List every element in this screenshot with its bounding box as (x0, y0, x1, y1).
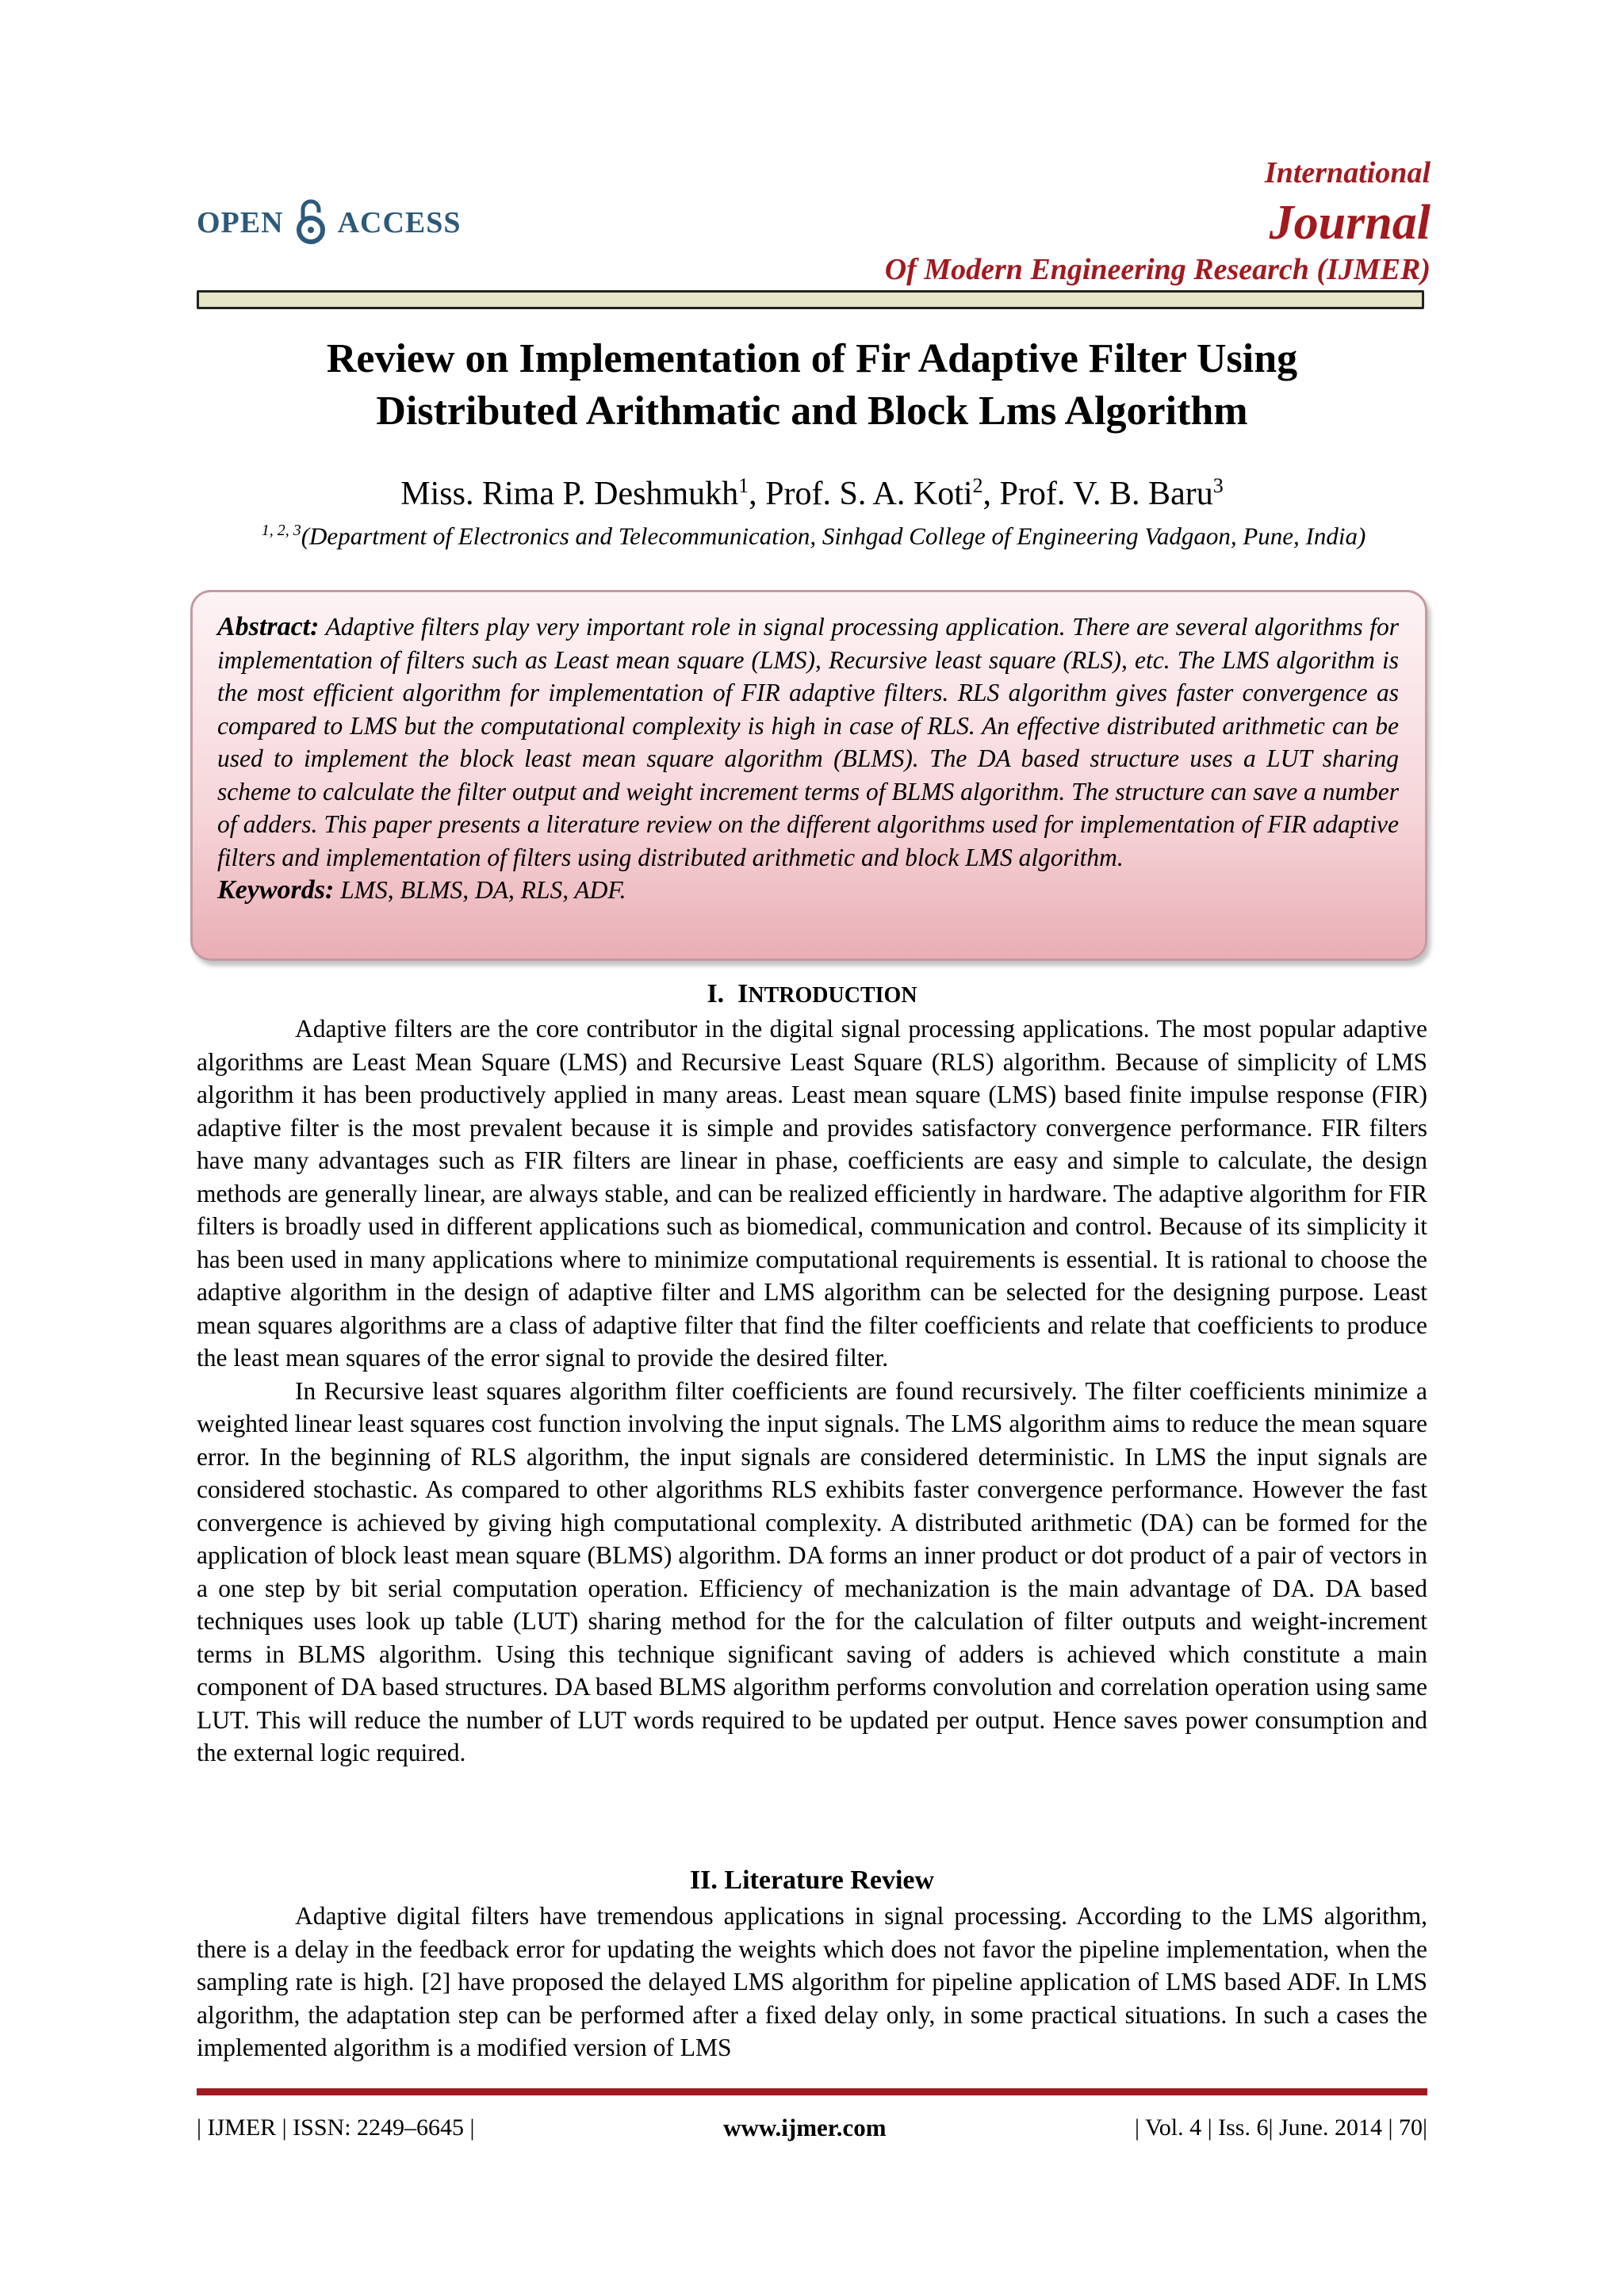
open-access-text-left: OPEN (197, 206, 284, 239)
abstract (217, 610, 1399, 907)
paper-title-line1: Review on Implementation of Fir Adaptive Filter Using (326, 336, 1298, 381)
affiliation (219, 514, 1408, 553)
keywords-label: Keywords: (217, 875, 335, 905)
author-2: , Prof. S. A. Koti (749, 476, 973, 512)
footer-rule (197, 2088, 1427, 2095)
author-2-sup: 2 (972, 474, 983, 497)
section-1-body (197, 1012, 1427, 1770)
open-access-logo (197, 195, 462, 251)
section-1-paragraph-1: Adaptive filters are the core contributor in the digital signal processing applications. The most popular adaptive algorithms are Least Mean Square (LMS) and Recursive Least Square (RLS) algorithm. Because of simplicity of LMS algorithm it has been productively applied in many areas. Least mean square (LMS) based finite impulse response (FIR) adaptive filter is the most prevalent because it is simple and provides satisfactory convergence performance. FIR filters have many advantages such as FIR filters are linear in phase, coefficients are easy and simple to calculate, the design methods are generally linear, are always stable, and can be realized efficiently in hardware. The adaptive algorithm for FIR filters is broadly used in different applications such as biomedical, communication and control. Because of its simplicity it has been used in many applications where to minimize computational requirements is essential. It is rational to choose the adaptive algorithm in the design of adaptive filter and LMS algorithm can be selected for the designing purpose. Least mean squares algorithms are a class of adaptive filter that find the filter coefficients and relate that coefficients to produce the least mean squares of the error signal to provide the desired filter. (197, 1015, 1427, 1372)
keywords (217, 874, 1399, 907)
keywords-text: LMS, BLMS, DA, RLS, ADF. (334, 876, 626, 904)
paper-title (197, 333, 1427, 438)
affiliation-text: (Department of Electronics and Telecommunication, Sinhgad College of Engineering Vadgaon, Pune, India) (301, 522, 1366, 550)
page-footer (197, 2112, 1427, 2144)
section-1-title-first: I (737, 979, 749, 1008)
section-1-title-rest: NTRODUCTION (748, 983, 917, 1008)
author-3: , Prof. V. B. Baru (982, 476, 1213, 512)
header-divider-bar (197, 290, 1424, 309)
section-1-number: I. (707, 979, 725, 1008)
journal-title-line2: Journal (1269, 196, 1431, 250)
abstract-label: Abstract: (217, 612, 320, 641)
journal-title-line1: International (1264, 156, 1431, 189)
author-1: Miss. Rima P. Deshmukh (400, 476, 739, 512)
footer-issn: | IJMER | ISSN: 2249–6645 | (197, 2114, 475, 2141)
section-heading-introduction (197, 977, 1427, 1013)
author-list (197, 465, 1427, 515)
author-1-sup: 1 (738, 474, 749, 497)
abstract-text: Adaptive filters play very important role in signal processing application. There are several algorithms for implementation of filters such as Least mean square (LMS), Recursive least square (RLS), etc. The LMS algorithm is the most efficient algorithm for implementation of FIR adaptive filters. RLS algorithm gives faster convergence as compared to LMS but the computational complexity is high in case of RLS. An effective distributed arithmetic can be used to implement the block least mean square algorithm (BLMS). The DA based structure uses a LUT sharing scheme to calculate the filter output and weight increment terms of BLMS algorithm. The structure can save a number of adders. This paper presents a literature review on the different algorithms used for implementation of FIR adaptive filters and implementation of filters using distributed arithmetic and block LMS algorithm. (217, 613, 1399, 871)
author-3-sup: 3 (1212, 474, 1224, 497)
open-access-text-right: ACCESS (337, 206, 462, 239)
section-1-paragraph-2: In Recursive least squares algorithm filter coefficients are found recursively. The filter coefficients minimize a weighted linear least squares cost function involving the input signals. The LMS algorithm aims to reduce the mean square error. In the beginning of RLS algorithm, the input signals are considered deterministic. In LMS the input signals are considered stochastic. As compared to other algorithms RLS exhibits faster convergence performance. However the fast convergence is achieved by giving high computational complexity. A distributed arithmetic (DA) can be formed for the application of block least mean square (BLMS) algorithm. DA forms an inner product or dot product of a pair of vectors in a one step by bit serial computation operation. Efficiency of mechanization is the main advantage of DA. DA based techniques uses look up table (LUT) sharing method for the for the calculation of filter outputs and weight-increment terms in BLMS algorithm. Using this technique significant saving of adders is achieved which constitute a main component of DA based structures. DA based BLMS algorithm performs convolution and correlation operation using same LUT. This will reduce the number of LUT words required to be updated per output. Hence saves power consumption and the external logic required. (197, 1376, 1427, 1766)
journal-title-line3: Of Modern Engineering Research (IJMER) (884, 253, 1431, 286)
footer-url[interactable]: www.ijmer.com (723, 2114, 887, 2141)
paper-title-line2: Distributed Arithmatic and Block Lms Algorithm (376, 388, 1248, 434)
section-2-body (197, 1900, 1427, 2064)
open-lock-icon (295, 198, 327, 247)
abstract-body (217, 610, 1399, 874)
section-heading-literature-review: II. Literature Review (689, 1866, 935, 1895)
affiliation-sup: 1, 2, 3 (261, 522, 301, 539)
footer-volume-page: | Vol. 4 | Iss. 6| June. 2014 | 70| (1135, 2114, 1427, 2141)
section-2-paragraph-1: Adaptive digital filters have tremendous applications in signal processing. According to the LMS algorithm, there is a delay in the feedback error for updating the weights which does not favor the pipeline implementation, when the sampling rate is high. [2] have proposed the delayed LMS algorithm for pipeline application of LMS based ADF. In LMS algorithm, the adaptation step can be performed after a fixed delay only, in some practical situations. In such a cases the implemented algorithm is a modified version of LMS (197, 1902, 1427, 2061)
